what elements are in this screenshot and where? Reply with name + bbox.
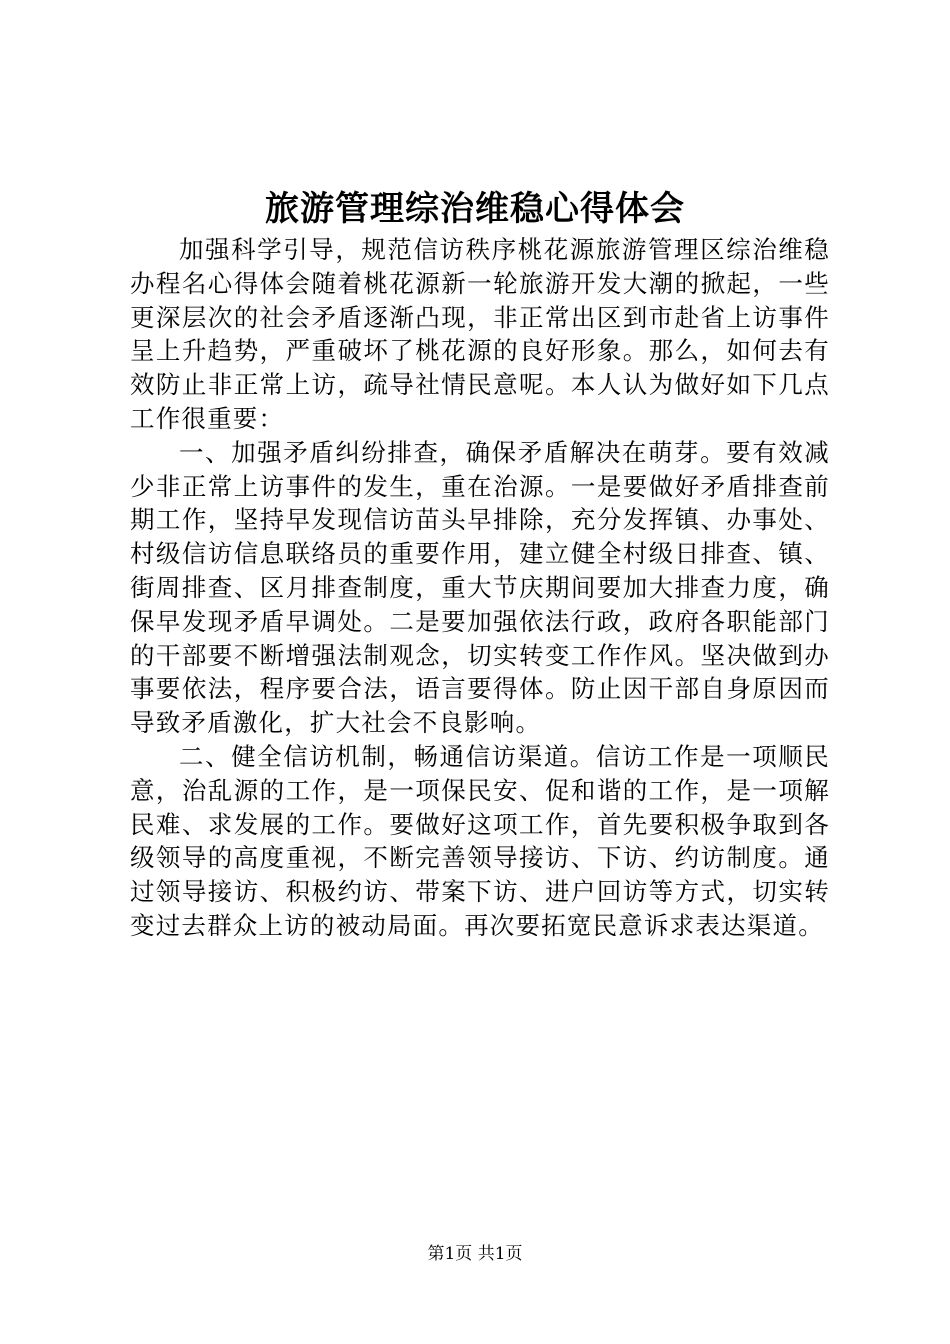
paragraph-section-1: 一、加强矛盾纠纷排查，确保矛盾解决在萌芽。要有效减少非正常上访事件的发生，重在治源。一是要做好矛盾排查前期工作，坚持早发现信访苗头早排除，充分发挥镇、办事处、村级信访信息联络员的重要作用，建立健全村级日排查、镇、街周排查、区月排查制度，重大节庆期间要加大排查力度，确保早发现矛盾早调处。二是要加强依法行政，政府各职能部门的干部要不断增强法制观念，切实转变工作作风。坚决做到办事要依法，程序要合法，语言要得体。防止因干部自身原因而导致矛盾激化，扩大社会不良影响。 [130,437,830,738]
paragraph-intro: 加强科学引导，规范信访秩序桃花源旅游管理区综治维稳办程名心得体会随着桃花源新一轮旅游开发大潮的掀起，一些更深层次的社会矛盾逐渐凸现，非正常出区到市赴省上访事件呈上升趋势，严重破坏了桃花源的良好形象。那么，如何去有效防止非正常上访，疏导社情民意呢。本人认为做好如下几点工作很重要： [130,235,830,433]
document-title: 旅游管理综治维稳心得体会 [265,189,685,229]
document-body [130,233,830,943]
page-footer: 第1页 共1页 [427,1244,523,1264]
paragraph-section-2: 二、健全信访机制，畅通信访渠道。信访工作是一项顺民意，治乱源的工作，是一项保民安、促和谐的工作，是一项解民难、求发展的工作。要做好这项工作，首先要积极争取到各级领导的高度重视，不断完善领导接访、下访、约访制度。通过领导接访、积极约访、带案下访、进户回访等方式，切实转变过去群众上访的被动局面。再次要拓宽民意诉求表达渠道。 [130,741,830,940]
